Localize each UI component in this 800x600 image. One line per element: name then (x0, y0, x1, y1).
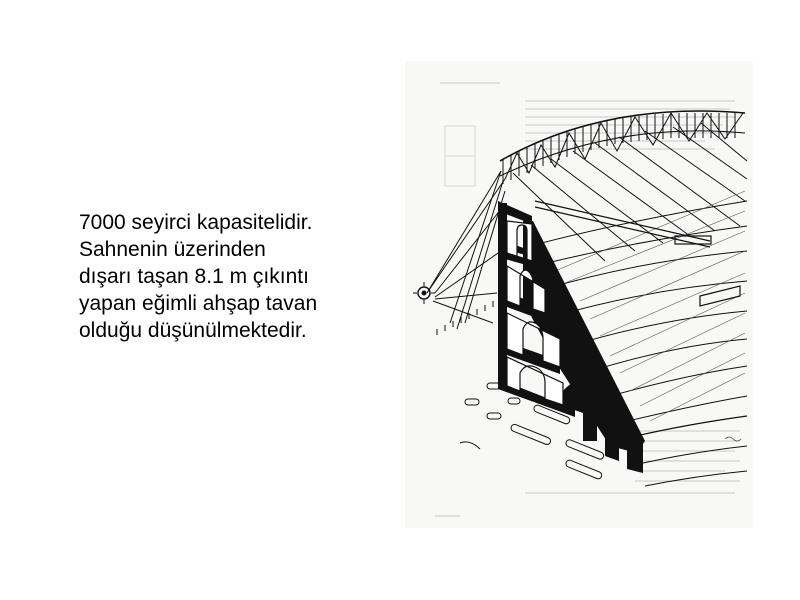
caption-text (79, 209, 399, 344)
theatre-cutaway-drawing-icon (405, 61, 753, 528)
caption-line-2: Sahnenin üzerinden (79, 238, 266, 261)
caption-line-1: 7000 seyirci kapasitelidir. (79, 211, 313, 234)
drawing-linework (413, 111, 747, 486)
caption-line-3: dışarı taşan 8.1 m çıkıntı (79, 265, 309, 288)
caption-line-4: yapan eğimli ahşap tavan (79, 292, 318, 315)
caption-line-5: olduğu düşünülmektedir. (79, 319, 307, 342)
theatre-cutaway-illustration (405, 61, 753, 528)
faint-page-text (435, 83, 740, 516)
